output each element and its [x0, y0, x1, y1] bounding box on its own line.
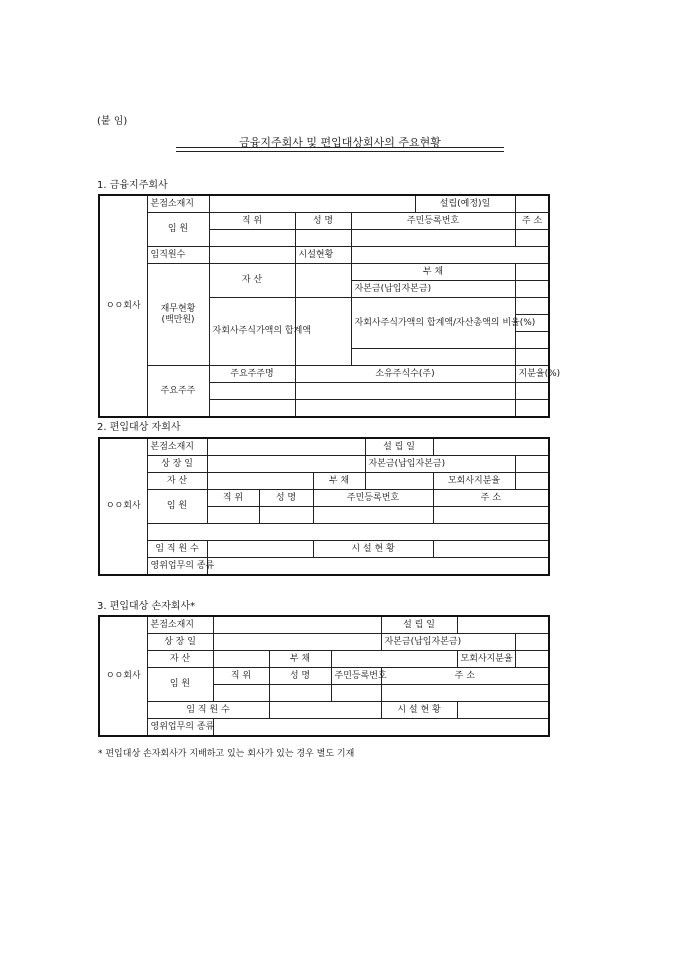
executive-address-cell[interactable]: [433, 507, 549, 524]
listing-date-value[interactable]: [213, 634, 381, 651]
financial-status-unit: (백만원): [161, 314, 195, 325]
assets-value[interactable]: [207, 473, 313, 490]
facilities-label: 시 설 현 황: [313, 541, 433, 558]
executive-resident-no-cell[interactable]: [331, 685, 381, 702]
parent-share-label: 모회사지분율: [457, 651, 515, 668]
capital-label: 자본금(납입자본금): [351, 281, 515, 298]
major-shareholders-label: 주요주주: [147, 366, 209, 418]
position-header: 직 위: [213, 668, 269, 685]
shareholder-name-header: 주요주주명: [209, 366, 295, 383]
executive-resident-no-cell[interactable]: [313, 507, 433, 524]
capital-value[interactable]: [515, 456, 549, 473]
hq-location-label: 본점소재지: [147, 438, 207, 456]
shareholder-name-cell[interactable]: [209, 383, 295, 400]
liabilities-label: 부 채: [313, 473, 365, 490]
hq-location-value[interactable]: [207, 438, 365, 456]
capital-label: 자본금(납입자본금): [365, 456, 515, 473]
employees-value[interactable]: [269, 702, 381, 719]
assets-label: 자 산: [147, 473, 207, 490]
executives-label: 임 원: [147, 213, 209, 247]
facilities-label: 시설현황: [295, 247, 351, 264]
parent-share-value[interactable]: [515, 651, 549, 668]
subsidiary-stock-total-label: 자회사주식가액의 합계액: [209, 298, 295, 366]
hq-location-label: 본점소재지: [147, 195, 209, 213]
financial-blank-cell[interactable]: [351, 349, 515, 366]
employees-label: 임직원수: [147, 247, 209, 264]
financial-status-title: 재무현황: [160, 303, 196, 314]
hq-location-value[interactable]: [209, 195, 415, 213]
capital-value[interactable]: [515, 634, 549, 651]
name-header: 성 명: [295, 213, 351, 230]
business-type-value[interactable]: [207, 558, 549, 576]
executive-name-cell[interactable]: [295, 230, 351, 247]
shares-owned-header: 소유주식수(주): [295, 366, 515, 383]
listing-date-label: 상 장 일: [147, 634, 213, 651]
resident-no-header: 주민등록번호: [351, 213, 515, 230]
executive-address-cell[interactable]: [515, 230, 549, 247]
facilities-label: 시 설 현 황: [381, 702, 457, 719]
sub-subsidiary-table: [98, 615, 550, 737]
assets-value[interactable]: [213, 651, 269, 668]
financial-status-label: [147, 264, 209, 366]
resident-no-header: 주민등록번호: [313, 490, 433, 507]
section3-heading: 3. 편입대상 손자회사*: [97, 601, 196, 612]
facilities-value[interactable]: [457, 702, 549, 719]
section1-heading: 1. 금융지주회사: [97, 180, 168, 191]
executive-resident-no-cell[interactable]: [351, 230, 515, 247]
executive-name-cell[interactable]: [269, 685, 331, 702]
resident-no-header: 주민등록번호: [331, 668, 381, 685]
liabilities-value[interactable]: [331, 651, 457, 668]
founding-date-value[interactable]: [515, 195, 549, 213]
attachment-label: (붙 임): [97, 116, 128, 127]
assets-label: 자 산: [209, 264, 295, 298]
stock-ratio-value-3[interactable]: [515, 332, 549, 349]
employees-value[interactable]: [207, 541, 313, 558]
employees-label: 임 직 원 수: [147, 541, 207, 558]
shares-owned-cell[interactable]: [295, 383, 515, 400]
employees-value[interactable]: [209, 247, 295, 264]
executive-address-cell[interactable]: [381, 685, 549, 702]
founding-date-label: 설 립 일: [381, 616, 457, 634]
stock-ratio-label: 자회사주식가액의 합계액/자산총액의 비율(%): [351, 298, 515, 349]
business-type-label: 영위업무의 종류: [147, 719, 213, 737]
title-underline: [176, 147, 504, 152]
ownership-ratio-cell-2[interactable]: [515, 400, 549, 418]
document-title: 금융지주회사 및 편입대상회사의 주요현황: [239, 136, 441, 149]
executive-position-cell[interactable]: [209, 230, 295, 247]
executive-name-cell[interactable]: [259, 507, 313, 524]
executive-position-cell[interactable]: [207, 507, 259, 524]
facilities-value[interactable]: [351, 247, 549, 264]
company-label: ㅇㅇ회사: [99, 616, 147, 736]
assets-label: 자 산: [147, 651, 213, 668]
listing-date-value[interactable]: [207, 456, 365, 473]
ownership-ratio-header: 지분율(%): [515, 366, 549, 383]
liabilities-label: 부 채: [351, 264, 515, 281]
shares-owned-cell-2[interactable]: [295, 400, 515, 418]
section2-heading: 2. 편입대상 자회사: [97, 422, 181, 433]
founding-date-label: 설 립 일: [365, 438, 433, 456]
liabilities-value[interactable]: [515, 264, 549, 281]
capital-value[interactable]: [515, 281, 549, 298]
facilities-value[interactable]: [433, 541, 549, 558]
name-header: 성 명: [269, 668, 331, 685]
position-header: 직 위: [207, 490, 259, 507]
liabilities-label: 부 채: [269, 651, 331, 668]
ownership-ratio-cell[interactable]: [515, 383, 549, 400]
capital-label: 자본금(납입자본금): [381, 634, 515, 651]
listing-date-label: 상 장 일: [147, 456, 207, 473]
business-type-value[interactable]: [213, 719, 549, 737]
subsidiary-table: [98, 437, 550, 576]
executives-label: 임 원: [147, 668, 213, 702]
shareholder-name-cell-2[interactable]: [209, 400, 295, 418]
address-header: 주 소: [515, 213, 549, 230]
executives-label: 임 원: [147, 490, 207, 524]
founding-date-label: 설립(예정)일: [415, 195, 515, 213]
address-header: 주 소: [381, 668, 549, 685]
blank-row[interactable]: [147, 524, 549, 541]
holding-company-table: [98, 194, 561, 418]
stock-ratio-value-1[interactable]: [515, 298, 549, 315]
employees-label: 임 직 원 수: [147, 702, 269, 719]
company-label: ㅇㅇ회사: [99, 195, 147, 417]
liabilities-value[interactable]: [365, 473, 433, 490]
parent-share-value[interactable]: [515, 473, 549, 490]
parent-share-label: 모회사지분율: [433, 473, 515, 490]
company-label: ㅇㅇ회사: [99, 438, 147, 575]
executive-position-cell[interactable]: [213, 685, 269, 702]
footnote: * 편입대상 손자회사가 지배하고 있는 회사가 있는 경우 별도 기재: [98, 749, 355, 759]
founding-date-value[interactable]: [457, 616, 549, 634]
name-header: 성 명: [259, 490, 313, 507]
hq-location-value[interactable]: [213, 616, 381, 634]
business-type-label: 영위업무의 종류: [147, 558, 207, 576]
position-header: 직 위: [209, 213, 295, 230]
founding-date-value[interactable]: [433, 438, 549, 456]
hq-location-label: 본점소재지: [147, 616, 213, 634]
address-header: 주 소: [433, 490, 549, 507]
financial-blank-cell-2[interactable]: [515, 349, 549, 366]
assets-value[interactable]: [295, 264, 351, 298]
